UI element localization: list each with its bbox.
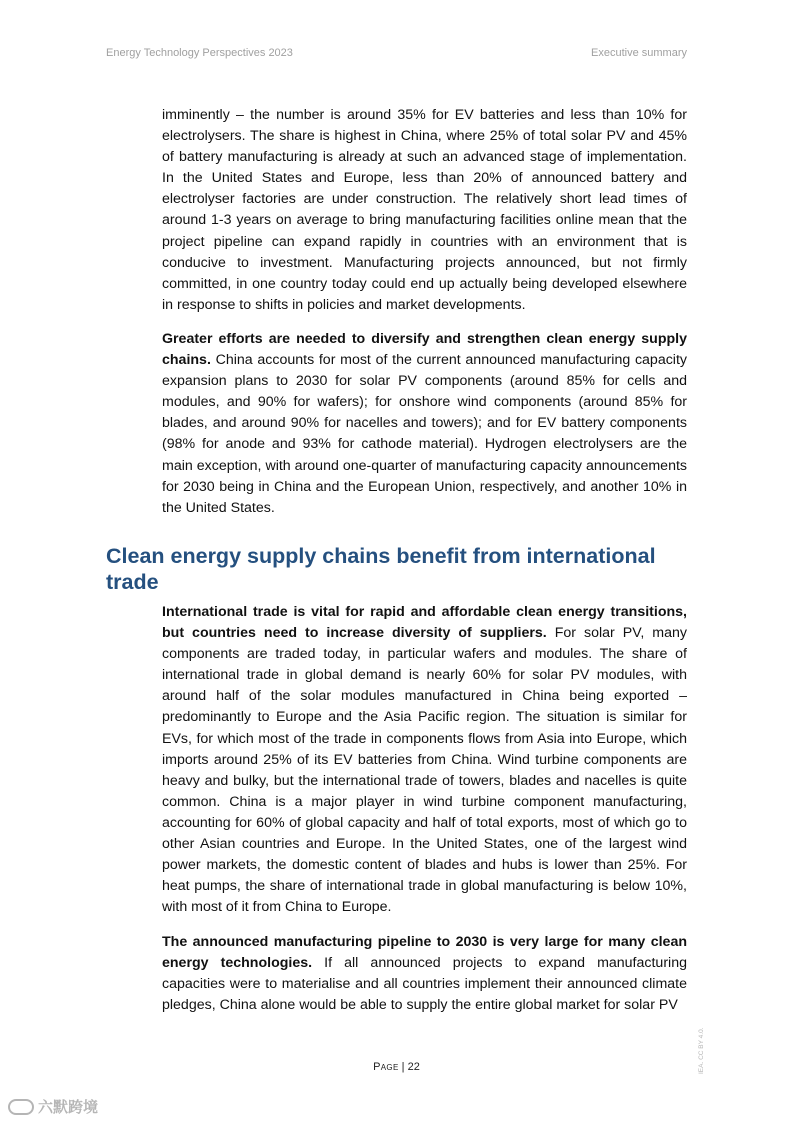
- watermark-text: 六默跨境: [38, 1099, 99, 1116]
- paragraph-text: imminently – the number is around 35% for EV batteries and less than 10% for electrolysers. The share is highest in China, where 25% of total solar PV and 45% of battery manufacturing is already at such an advanced stage of implementation. In the United States and Europe, less than 20% of announced battery and electrolyser factories are under construction. The relatively short lead times of around 1-3 years on average to bring manufacturing facilities online mean that the project pipeline can expand rapidly in countries with an environment that is conducive to investment. Manufacturing projects announced, but not firmly committed, in one country today could end up actually being developed elsewhere in response to shifts in policies and market developments.: [162, 107, 687, 313]
- report-title: Energy Technology Perspectives 2023: [106, 47, 293, 59]
- page-number: 22: [407, 1061, 420, 1073]
- watermark: [8, 1096, 98, 1117]
- paragraph: [162, 602, 687, 918]
- paragraph-lead: International trade is vital for rapid and affordable clean energy transitions, but countries need to increase diversity of suppliers.: [162, 604, 687, 642]
- page-label: Page: [373, 1061, 399, 1073]
- section-heading: Clean energy supply chains benefit from international trade: [106, 544, 656, 594]
- watermark-logo-icon: [8, 1099, 34, 1115]
- paragraph-lead: Greater efforts are needed to diversify and strengthen clean energy supply chains.: [162, 331, 687, 369]
- page-separator: |: [401, 1061, 405, 1073]
- paragraph-text: For solar PV, many components are traded today, in particular wafers and modules. The share of international trade in global demand is nearly 60% for solar PV modules, with around half of the solar modules manufactured in China being exported – predominantly to Europe and the Asia Pacific region. The situation is similar for EVs, for which most of the trade in components flows from Asia into Europe, which imports around 25% of its EV batteries from China. Wind turbine components are heavy and bulky, but the international trade of towers, blades and nacelles is quite common. China is a major player in wind turbine component manufacturing, accounting for 60% of global capacity and half of total exports, most of which go to other Asian countries and Europe. In the United States, one of the largest wind power markets, the domestic content of blades and hubs is lower than 25%. For heat pumps, the share of international trade in global manufacturing is below 10%, with most of it from China to Europe.: [162, 625, 688, 916]
- paragraph: [162, 932, 687, 1016]
- paragraph-text: If all announced projects to expand manufacturing capacities were to materialise and all countries implement their announced climate pledges, China alone would be able to supply the entire global market for solar PV: [162, 955, 687, 1014]
- paragraph-lead: The announced manufacturing pipeline to 2030 is very large for many clean energy technologies.: [162, 934, 687, 972]
- paragraph: [162, 105, 687, 316]
- paragraph: [162, 329, 687, 519]
- paragraph-text: China accounts for most of the current announced manufacturing capacity expansion plans to 2030 for solar PV components (around 85% for cells and modules, and 90% for wafers); for onshore wind components (around 85% for blades, and around 90% for nacelles and towers); and for EV battery components (98% for anode and 93% for cathode material). Hydrogen electrolysers are the main exception, with around one-quarter of manufacturing capacity announcements for 2030 being in China and the European Union, respectively, and another 10% in the United States.: [162, 352, 687, 516]
- page-footer: [0, 1061, 793, 1073]
- section-name: Executive summary: [591, 47, 687, 59]
- license-note: IEA. CC BY 4.0.: [698, 1027, 705, 1074]
